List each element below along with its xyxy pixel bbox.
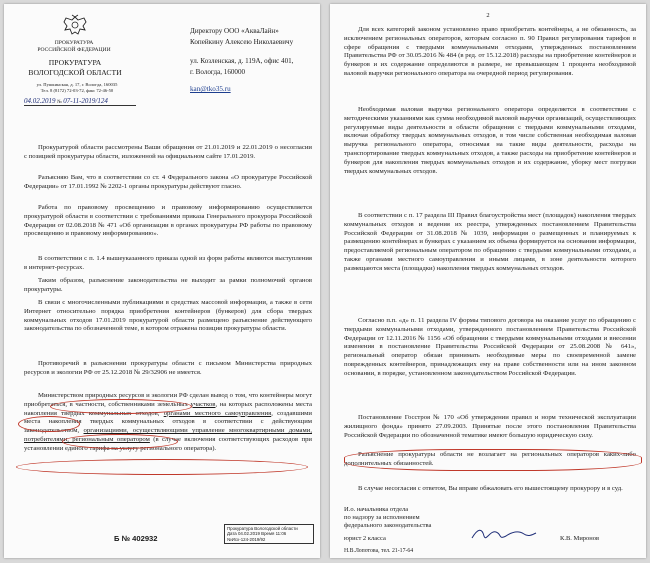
- signature-role-line-2: по надзору за исполнением: [344, 514, 420, 521]
- p1-paragraph-5: Таким образом, разъяснение законодательства не выходит за рамки полномочий органов прокуратуры.: [24, 277, 312, 293]
- p1-text-1: Министерством природных ресурсов и экологии РФ сделан вывод о том, что контейнеры могут приобретаться, в частности, собственниками земельных: [24, 392, 312, 408]
- org-line-3: ПРОКУРАТУРА: [48, 58, 102, 67]
- stamp-line-3: №Исх-124-2019/92: [227, 536, 266, 542]
- org-address: [22, 82, 132, 93]
- p1-paragraph-1: Прокуратурой области рассмотрены Ваши обращения от 21.01.2019 и 22.01.2019 о несогласии с позицией прокуратуры области, изложенной на официальном сайте 17.01.2019.: [24, 144, 312, 160]
- outgoing-registration: 04.02.2019 № 07-11-2019/124: [24, 97, 136, 106]
- p1-underlined-landowners: участков: [190, 400, 216, 408]
- p2-paragraph-3: В соответствии с п. 17 раздела III Правил благоустройства мест (площадок) накопления твердых коммунальных отходов и ведения их реестра, утвержденных постановлением Правительства Российской Федерации от 31.08.2018 № 1039, информация о размещенных и планируемых к размещению контейнерах и бункерах с указанием их объема формируется на основании информации, предоставляемой региональным оператором по обращению с твердыми коммунальными отходами, а также органами местного самоуправления и иными лицами, в зоне деятельности которого размещаются места (площадки) накопления твердых коммунальных отходов.: [344, 212, 636, 272]
- letter-page-2: [330, 4, 646, 558]
- org-name: [20, 58, 130, 78]
- org-address-line-2: Тел. 8 (8172) 72-03-72, факс 72-46-50: [40, 87, 114, 93]
- signature-rank: юрист 2 класса: [344, 535, 386, 542]
- coat-of-arms-icon: [62, 14, 88, 38]
- registration-stamp: [224, 524, 314, 544]
- p1-text-2: , на которых расположены места накопления твердых коммунальных отходов,: [24, 400, 312, 417]
- p1-paragraph-6: В связи с многочисленными публикациями в средствах массовой информации, а также в сети Интернет относительно порядка приобретения контейнеров (бункеров) для сбора твердых коммунальных отходов 17.01.2019 прокуратурой области размещено разъяснение действующего законодательства по обозначенной теме, в котором отражена позиция прокуратуры области.: [24, 299, 312, 333]
- p1-paragraph-2: Разъясняю Вам, что в соответствии со ст. 4 Федерального закона «О прокуратуре Российской Федерации» от 17.01.1992 № 2202-1 органы прокуратуры действуют гласно.: [24, 174, 312, 190]
- signature-name: К.В. Миронов: [560, 535, 600, 542]
- p1-paragraph-4: В соответствии с п. 1.4 вышеуказанного приказа одной из форм работы являются выступления в интернет-ресурсах.: [24, 255, 312, 271]
- p2-paragraph-2: Необходимая валовая выручка регионального оператора определяется в соответствии с методическими указаниями как сумма необходимой валовой выручки организаций, осуществляющих регулируемые виды деятельности в области обращения с твердыми коммунальными отходами, включая обработку твердых коммунальных отходов, в том числе собственная необходимая валовая выручка регионального оператора, относимая на такие виды деятельности, расходы на транспортирование твердых коммунальных отходов, а также расходы на приобретение контейнеров и бункеров для накопления твердых коммунальных отходов и их содержание, уборку мест погрузки твердых коммунальных отходов.: [344, 106, 636, 175]
- signature-role: [344, 506, 484, 530]
- addressee-block: [190, 26, 314, 95]
- stamp-line-1: Прокуратура Вологодской области: [227, 526, 298, 531]
- p2-closing-paragraph: В случае несогласия с ответом, Вы вправе обжаловать его вышестоящему прокурору и в суд.: [358, 485, 623, 492]
- p1-underlined-management-orgs: организациями, осуществляющими управление многоквартирными домами, потребителями, региональным оператором: [24, 427, 312, 443]
- form-serial-number: Б № 402932: [114, 534, 158, 543]
- org-header: [22, 40, 126, 53]
- red-highlight-oval-4: [16, 459, 308, 475]
- p1-paragraph-7: Противоречий в разъяснении прокуратуры области с письмом Министерства природных ресурсов и экологии РФ от 25.12.2018 № 29/32906 не имеется.: [24, 360, 312, 376]
- executor-contact: Н.В.Лопотова, тел. 21-17-64: [344, 548, 414, 554]
- stamp-line-2: Дата 04.02.2019 Время 11:06: [227, 531, 287, 537]
- org-address-line-1: ул. Пушкинская, д. 17, г. Вологда, 160035: [36, 82, 118, 87]
- p2-highlight-paragraph: Разъяснение прокуратуры области не возлагает на региональных операторов каких-либо дополнительных обязанностей.: [344, 451, 636, 467]
- addressee-line-2: Копейкину Алексею Николаевичу: [190, 38, 294, 46]
- letter-page-1: [4, 4, 320, 558]
- addressee-line-4: г. Вологда, 160000: [190, 68, 246, 76]
- p1-text-4: (в случае включения соответствующих расходов при установлении единого тарифа на услугу регионального оператора).: [24, 435, 312, 452]
- p1-paragraph-3: Работа по правовому просвещению и правовому информированию осуществляется прокуратурой области в соответствии с требованиями приказа Генерального прокурора Российской Федерации от 02.08.2018 № 471 «Об организации в органах прокуратуры РФ работы по правовому просвещению и правовому информированию».: [24, 204, 312, 238]
- addressee-line-3: ул. Козленская, д. 119А, офис 401,: [190, 57, 294, 65]
- org-line-2: РОССИЙСКОЙ ФЕДЕРАЦИИ: [37, 46, 111, 53]
- org-line-4: ВОЛОГОДСКОЙ ОБЛАСТИ: [28, 68, 122, 77]
- outgoing-number: 07-11-2019/124: [63, 97, 108, 105]
- p1-text-3: , создавшими места накопления твердых коммунальных отходов в соответствии с действующим законодательством,: [24, 409, 312, 435]
- signature-role-line-1: И.о. начальника отдела: [344, 506, 409, 513]
- org-line-1: ПРОКУРАТУРА: [54, 40, 94, 46]
- outgoing-date: 04.02.2019: [24, 97, 56, 105]
- p2-paragraph-1: Для всех категорий законом установлено право приобретать контейнеры, а не обязанность, за исключением региональных операторов, которым согласно п. 90 Правил регулирования тарифов в сфере обращения с твердыми коммунальными отходами, утвержденных постановлением Правительства РФ от 30.05.2016 № 484 (в ред. от 15.12.2018) расходы на приобретение контейнеров и бункеров и их содержание определяются в размере, не превышающем 1 процента необходимой валовой выручки регионального оператора на очередной период регулирования.: [344, 26, 636, 77]
- p1-paragraph-8: [24, 392, 312, 454]
- p2-paragraph-4: Согласно п.п. «д» п. 11 раздела IV формы типового договора на оказание услуг по обращению с твердыми коммунальными отходами, утвержденного постановлением Правительства Российской Федерации от 12.11.2016 № 1156 «Об обращении с твердыми коммунальными отходами и внесении изменения в постановление Правительства Российской Федерации от 25.08.2008 № 641», региональный оператор обязан принимать необходимые меры по своевременной замене поврежденных контейнеров, принадлежащих ему на праве собственности или на ином законном основании, в порядке, установленном законодательством Российской Федерации.: [344, 317, 636, 377]
- page-number: 2: [486, 12, 490, 19]
- p2-paragraph-5: Постановление Госстроя № 170 «Об утверждении правил и норм технической эксплуатации жилищного фонда» принято 27.09.2003. Принятые после этого постановления Правительства Российской Федерации по обозначенной тематике имеют большую юридическую силу.: [344, 414, 636, 439]
- addressee-line-1: Директору ООО «АкваЛайн»: [190, 27, 279, 35]
- addressee-email-link[interactable]: kan@tko35.ru: [190, 85, 231, 93]
- handwritten-signature-icon: [468, 524, 538, 544]
- signature-role-line-3: федерального законодательства: [344, 522, 432, 529]
- p1-underlined-local-government: органами местного самоуправления: [163, 409, 272, 417]
